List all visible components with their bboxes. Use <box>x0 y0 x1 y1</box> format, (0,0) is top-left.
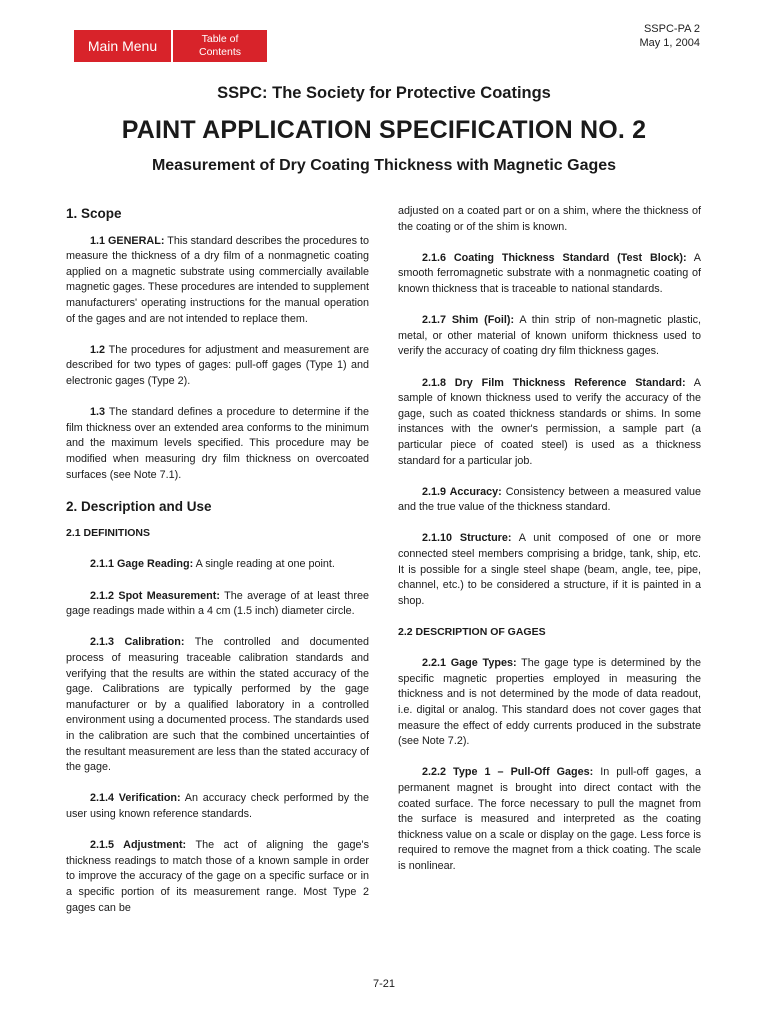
document-id <box>639 22 700 50</box>
paragraph-2-1-3: 2.1.3 Calibration: The controlled and documented process of measuring traceable calibration standards and verifying that the results are within the stated accuracy of the gage. Calibrations are typically performed by the gage manufacturer or by a qualified laboratory in a controlled environment using a documented process. The standards used in the calibration are such that the combined uncertainties of the resultant measurement are less than the stated accuracy of the gage. <box>66 636 369 774</box>
paragraph-2-1-7: 2.1.7 Shim (Foil): A thin strip of non-magnetic plastic, metal, or other material of known uniform thickness used to verify the accuracy of coating dry film thickness gages. <box>398 314 701 358</box>
main-menu-button[interactable] <box>74 30 171 62</box>
paragraph-2-1-2: 2.1.2 Spot Measurement: The average of at least three gage readings made within a 4 cm (1.5 inch) diameter circle. <box>66 589 369 618</box>
paragraph-2-1-1: 2.1.1 Gage Reading: A single reading at one point. <box>90 558 335 571</box>
page-title: PAINT APPLICATION SPECIFICATION NO. 2 <box>121 116 647 144</box>
paragraph-2-1-6: 2.1.6 Coating Thickness Standard (Test Block): A smooth ferromagnetic substrate with a nonmagnetic coating of known thickness that is traceable to national standards. <box>398 251 702 295</box>
left-column <box>66 200 369 932</box>
organization-name: SSPC: The Society for Protective Coatings <box>217 84 551 102</box>
section-heading-description: 2. Description and Use <box>66 498 212 514</box>
paragraph-2-1-5-continued: adjusted on a coated part or on a shim, where the thickness of the coating or of the shim is known. <box>398 205 701 233</box>
document-code: SSPC-PA 2 <box>643 23 700 35</box>
page-number: 7-21 <box>372 978 396 990</box>
subsection-heading-definitions: 2.1 DEFINITIONS <box>66 527 151 540</box>
paragraph-2-2-1: 2.2.1 Gage Types: The gage type is determined by the specific magnetic properties employed in measuring the thickness and is not determined by the mode of data readout, i.e. digital or analog. This standard does not cover gages that measure the effect of eddy currents produced in the substrate (see Note 7.2). <box>398 657 702 748</box>
paragraph-1-1: 1.1 GENERAL: This standard describes the procedures to measure the thickness of a dry film of a nonmagnetic coating applied on a magnetic substrate using commercially available magnetic gages. These procedures are intended to supplement manufacturers' operating instructions for the manual operation of the gages and are not intended to replace them. <box>66 234 369 325</box>
paragraph-2-1-8: 2.1.8 Dry Film Thickness Reference Standard: A sample of known thickness used to verify the accuracy of the gage, such as coated thickness standards or shims. In some instances with the owner's permission, a sample part (a particular piece of coated steel) is used as a thickness standard for a particular job. <box>398 376 701 467</box>
paragraph-1-3: 1.3 The standard defines a procedure to determine if the film thickness over an extended area conforms to the minimum and the maximum levels specified. This procedure may be modified when measuring dry film thickness on overcoated surfaces (see Note 7.1). <box>66 406 369 481</box>
table-of-contents-button[interactable] <box>173 30 267 62</box>
main-menu-label: Main Menu <box>87 38 158 54</box>
page-subtitle: Measurement of Dry Coating Thickness with Magnetic Gages <box>151 157 617 174</box>
paragraph-2-1-4: 2.1.4 Verification: An accuracy check performed by the user using known reference standards. <box>66 792 370 820</box>
subsection-heading-gages: 2.2 DESCRIPTION OF GAGES <box>398 626 546 639</box>
document-date: May 1, 2004 <box>639 37 700 49</box>
paragraph-2-1-10: 2.1.10 Structure: A unit composed of one or more connected steel members comprising a bridge, tank, ship, etc. It is possible for a single steel shape (beam, angle, tee, pipe, channel, etc.) to be considered a structure, if it is painted in a shop. <box>398 532 702 607</box>
paragraph-1-2: 1.2 The procedures for adjustment and measurement are described for two types of gages: pull-off gages (Type 1) and electronic gages (Type 2). <box>66 343 369 387</box>
toc-label: Table of Contents <box>198 33 242 58</box>
paragraph-2-1-5: 2.1.5 Adjustment: The act of aligning the gage's thickness readings to match those of a known sample in order to improve the accuracy of the gage on a specific surface or in a specific portion of its measurement range. Most Type 2 gages can be <box>66 839 370 914</box>
paragraph-2-1-9: 2.1.9 Accuracy: Consistency between a measured value and the true value of the thickness standard. <box>398 485 701 514</box>
section-heading-scope: 1. Scope <box>66 206 122 221</box>
right-column <box>398 204 701 890</box>
top-nav <box>74 30 267 62</box>
paragraph-2-2-2: 2.2.2 Type 1 – Pull-Off Gages: In pull-off gages, a permanent magnet is brought into direct contact with the coated surface. The force necessary to pull the magnet from the surface is measured and interpreted as the coating thickness value on a scale or display on the gage. Less force is required to remove the magnet from a thick coating. The scale is nonlinear. <box>398 766 701 872</box>
